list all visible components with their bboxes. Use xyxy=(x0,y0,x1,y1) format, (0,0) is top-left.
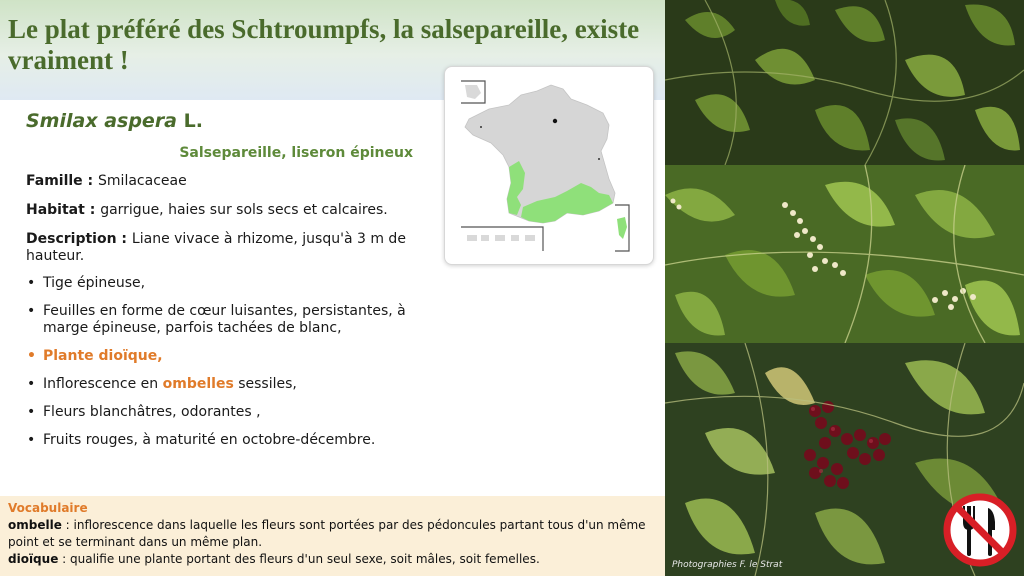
description-value: Liane vivace à rhizome, jusqu'à 3 m de hauteur. xyxy=(26,231,406,264)
trait-text: Feuilles en forme de cœur luisantes, persistantes, à marge épineuse, parfois tachées de blanc, xyxy=(43,303,406,336)
vocabulary-entry: dioïque : qualifie une plante portant des fleurs d'un seul sexe, soit mâles, soit femelles. xyxy=(8,552,540,566)
photo-credit: Photographies F. le Strat xyxy=(672,560,783,570)
traits-list xyxy=(26,275,421,460)
photo-flowers xyxy=(665,165,1024,343)
description-line: Description : Liane vivace à rhizome, jusqu'à 3 m de hauteur. xyxy=(26,231,406,264)
species-author: L. xyxy=(183,110,203,132)
photo-foliage xyxy=(665,0,1024,165)
vocabulary-entry: ombelle : inflorescence dans laquelle les fleurs sont portées par des pédoncules partant tous d'un même point et se terminant dans un même plan. xyxy=(8,518,646,549)
trait-item xyxy=(26,376,421,393)
page-title: Le plat préféré des Schtroumpfs, la salsepareille, existe vraiment ! xyxy=(8,14,640,75)
habitat-value: garrigue, haies sur sols secs et calcaires. xyxy=(100,202,388,218)
famille-value: Smilacaceae xyxy=(98,173,187,189)
trait-item xyxy=(26,432,421,449)
foliage-illustration xyxy=(665,0,1024,165)
famille-label: Famille xyxy=(26,173,83,189)
vocabulary-term: dioïque xyxy=(8,552,59,566)
species-name xyxy=(26,110,203,132)
vocabulary-box xyxy=(0,496,665,576)
trait-text: sessiles, xyxy=(233,376,297,392)
trait-highlight-word: ombelles xyxy=(162,376,234,392)
vocabulary-title: Vocabulaire xyxy=(8,501,88,515)
habitat-line: Habitat : garrigue, haies sur sols secs et calcaires. xyxy=(26,202,388,218)
vocabulary-definition: inflorescence dans laquelle les fleurs sont portées par des pédoncules partant tous d'un même point et se terminant dans un même plan. xyxy=(8,518,646,549)
distribution-map-card xyxy=(444,66,654,265)
trait-text: Inflorescence en xyxy=(43,376,163,392)
trait-item-highlight xyxy=(26,348,421,365)
habitat-label: Habitat xyxy=(26,202,85,218)
trait-text: Tige épineuse, xyxy=(43,275,146,291)
trait-text: Plante dioïque, xyxy=(43,348,163,364)
vocabulary-definition: qualifie une plante portant des fleurs d'un seul sexe, soit mâles, soit femelles. xyxy=(70,552,540,566)
trait-item xyxy=(26,275,421,292)
trait-item xyxy=(26,303,421,337)
vocabulary-term: ombelle xyxy=(8,518,62,532)
species-latin-name: Smilax aspera xyxy=(26,110,178,132)
description-label: Description xyxy=(26,231,117,247)
trait-item xyxy=(26,404,421,421)
trait-text: Fruits rouges, à maturité en octobre-décembre. xyxy=(43,432,376,448)
no-eating-icon xyxy=(942,492,1018,568)
common-name: Salsepareille, liseron épineux xyxy=(179,145,413,161)
trait-text: Fleurs blanchâtres, odorantes , xyxy=(43,404,261,420)
flowers-illustration xyxy=(665,165,1024,343)
france-distribution-map-icon xyxy=(459,79,641,255)
famille-line: Famille : Smilacaceae xyxy=(26,173,187,189)
